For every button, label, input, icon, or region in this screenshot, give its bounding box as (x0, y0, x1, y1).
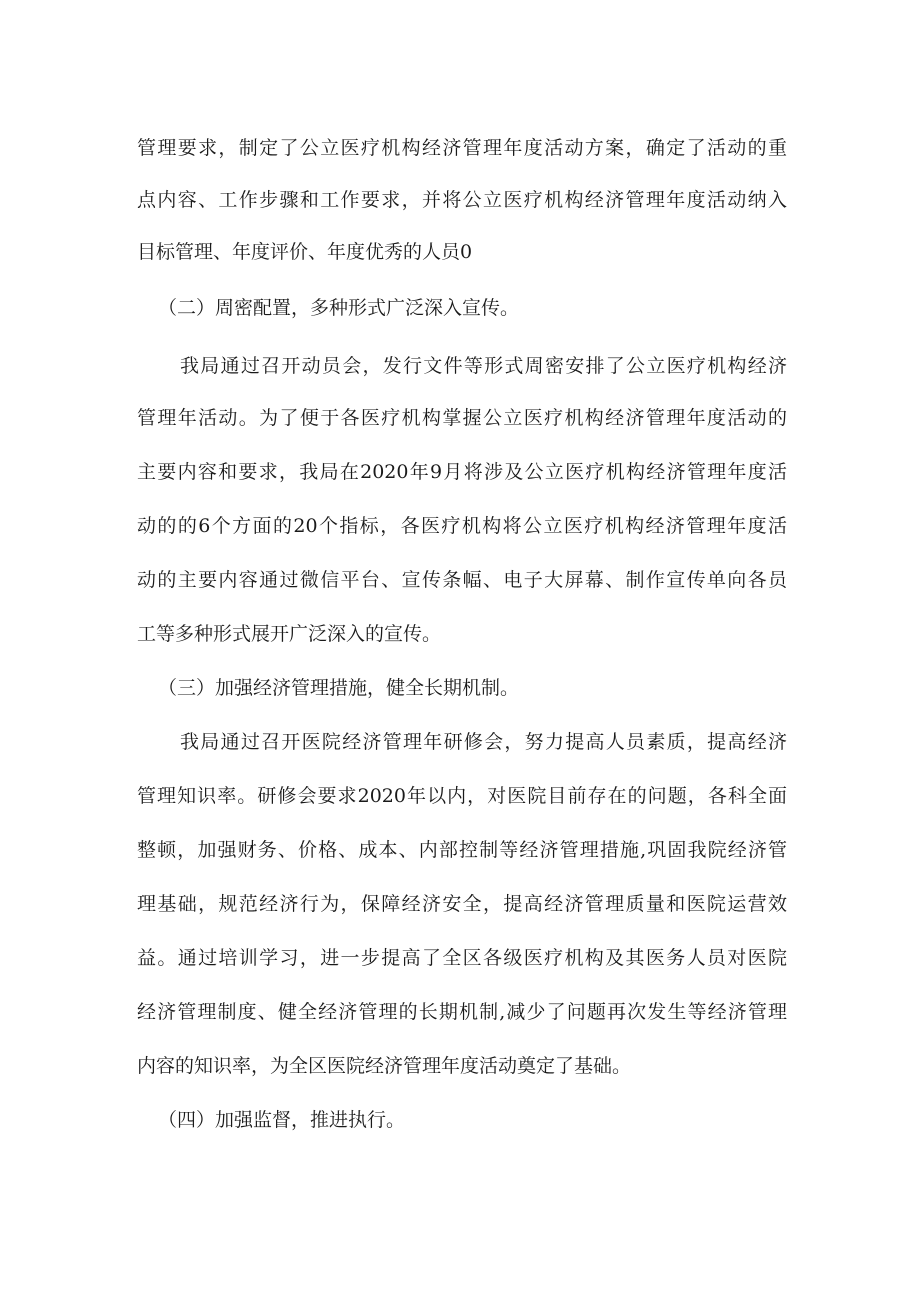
section-heading-4: （四）加强监督，推进执行。 (158, 1109, 406, 1131)
section-heading-2: （二）周密配置，多种形式广泛深入宣传。 (158, 297, 520, 319)
text-line: 我局通过召开动员会，发行文件等形式周密安排了公立医疗机构经济 (180, 355, 787, 377)
text-line: 益。通过培训学习，进一步提高了全区各级医疗机构及其医务人员对医院 (137, 947, 787, 969)
text-line: 理基础，规范经济行为，保障经济安全，提高经济管理质量和医院运营效 (137, 893, 787, 915)
text-line: 目标管理、年度评价、年度优秀的人员0 (137, 241, 473, 263)
text-line: 内容的知识率，为全区医院经济管理年度活动奠定了基础。 (137, 1055, 632, 1077)
text-line: 工等多种形式展开广泛深入的宣传。 (137, 623, 442, 645)
text-line: 管理年活动。为了便于各医疗机构掌握公立医疗机构经济管理年度活动的 (137, 407, 787, 429)
text-line: 主要内容和要求，我局在2020年9月将涉及公立医疗机构经济管理年度活 (137, 461, 787, 483)
text-line: 管理知识率。研修会要求2020年以内，对医院目前存在的问题，各科全面 (137, 785, 787, 807)
text-line: 动的主要内容通过微信平台、宣传条幅、电子大屏幕、制作宣传单向各员 (137, 569, 787, 591)
text-line: 动的的6个方面的20个指标，各医疗机构将公立医疗机构经济管理年度活 (137, 515, 787, 537)
section-heading-3: （三）加强经济管理措施，健全长期机制。 (158, 677, 520, 699)
text-line: 我局通过召开医院经济管理年研修会，努力提高人员素质，提高经济 (180, 731, 787, 753)
text-line: 整顿，加强财务、价格、成本、内部控制等经济管理措施,巩固我院经济管 (137, 839, 787, 861)
text-line: 点内容、工作步骤和工作要求，并将公立医疗机构经济管理年度活动纳入 (137, 189, 787, 211)
text-line: 管理要求，制定了公立医疗机构经济管理年度活动方案，确定了活动的重 (137, 137, 787, 159)
text-line: 经济管理制度、健全经济管理的长期机制,减少了问题再次发生等经济管理 (137, 1001, 787, 1023)
